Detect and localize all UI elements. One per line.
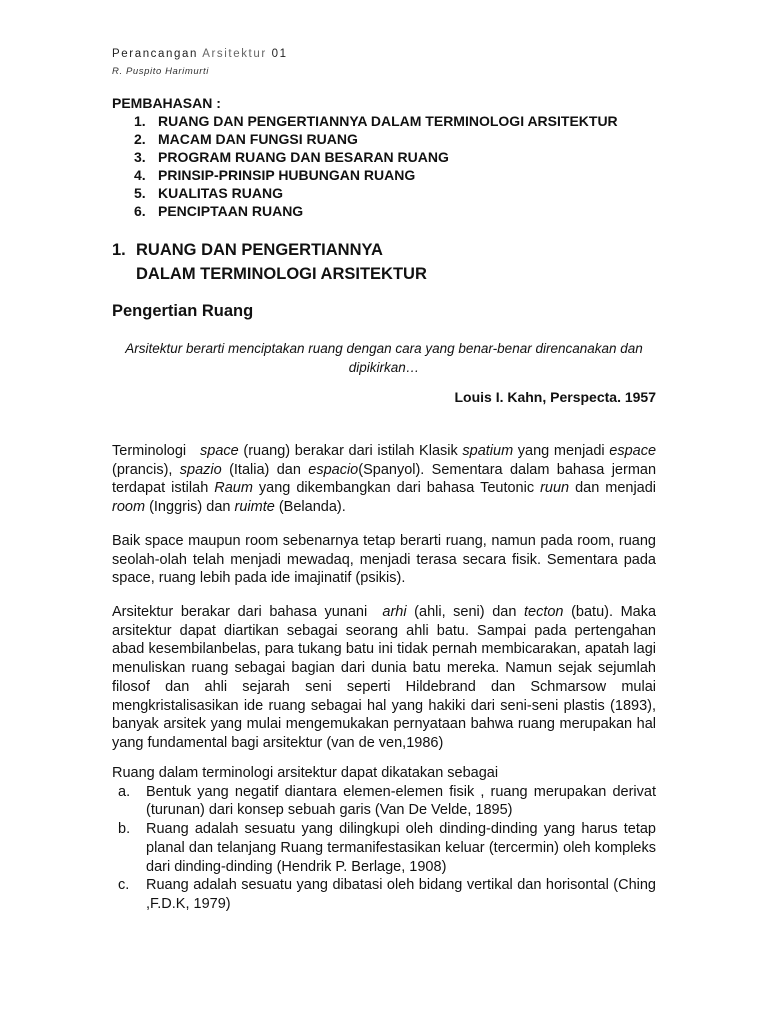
toc-item: [112, 184, 672, 202]
list-item: [112, 876, 656, 913]
toc-item-text: PROGRAM RUANG DAN BESARAN RUANG: [158, 149, 449, 165]
definitions-intro: Ruang dalam terminologi arsitektur dapat dikatakan sebagai: [112, 765, 499, 781]
text-run: (ahli, seni) dan: [414, 604, 517, 620]
section-number: 1.: [112, 241, 126, 259]
paragraph-etymology: [112, 442, 656, 517]
term-ruimte: ruimte: [234, 499, 275, 516]
toc-item: [112, 202, 672, 220]
table-of-contents: [112, 94, 672, 220]
definitions-list: [112, 783, 656, 914]
text-run: (Italia) dan: [229, 461, 301, 478]
section-title-line-2: DALAM TERMINOLOGI ARSITEKTUR: [136, 265, 427, 283]
toc-item-text: PENCIPTAAN RUANG: [158, 203, 304, 219]
epigraph-citation: Louis I. Kahn, Perspecta. 1957: [454, 389, 656, 405]
text-run: (Belanda).: [278, 499, 346, 516]
toc-item-text: MACAM DAN FUNGSI RUANG: [158, 131, 358, 147]
toc-item-text: RUANG DAN PENGERTIANNYA DALAM TERMINOLOGI ARSITEKTUR: [158, 113, 618, 129]
list-item-text: Bentuk yang negatif diantara elemen-elemen fisik , ruang merupakan derivat (turunan) dari konsep sebuah garis (Van De Velde, 1895): [146, 783, 656, 819]
header-title-number: 01: [271, 48, 288, 60]
text-run: Arsitektur berakar dari bahasa yunani: [112, 604, 368, 620]
toc-item: [112, 166, 672, 184]
term-room: room: [112, 499, 146, 516]
list-item-marker: a.: [118, 783, 131, 800]
header-title-word-1: Perancangan: [112, 48, 199, 60]
term-ruun: ruun: [540, 480, 570, 497]
list-item: [112, 820, 656, 876]
header-author: R. Puspito Harimurti: [112, 66, 209, 77]
epigraph-quote: Arsitektur berarti menciptakan ruang dengan cara yang benar-benar direncanakan dan dipikirkan…: [125, 341, 643, 375]
text-run: (batu). Maka arsitektur dapat diartikan sebagai seorang ahli batu. Sampai pada pertengahan abad kesembilanbelas, para tukang batu ini tidak pernah membicarakan, apatah lagi menuliskan ruang sebagai bagian dari dunia batu mereka. Namun sejak sejumlah filosof dan ahli sejarah seni seperti Hildebrand dan Schmarsow mulai mengkristalisasikan ide ruang sebagai hal yang hakiki dari seni-seni plastis (1893), banyak arsitek yang mulai mengemukakan pernyataan bahwa ruang merupakan hal yang fundamental bagi arsitektur (van de ven,1986): [112, 604, 657, 751]
text-run: (ruang) berakar dari istilah Klasik: [243, 443, 458, 459]
header-title-word-2: Arsitektur: [202, 48, 267, 60]
list-item-marker: c.: [118, 877, 130, 894]
list-item-text: Ruang adalah sesuatu yang dilingkupi oleh dinding-dinding yang harus tetap planal dan telanjang Ruang termanifestasikan keluar (tercermin) oleh kompleks dari dinding-dinding (Hendrik P. Berlage, 1908): [146, 821, 656, 875]
toc-heading: PEMBAHASAN :: [112, 95, 221, 111]
term-arhi: arhi: [382, 604, 407, 620]
section-title-line-1: RUANG DAN PENGERTIANNYA: [136, 241, 383, 259]
term-spatium: spatium: [462, 443, 514, 459]
term-spazio: spazio: [179, 461, 222, 478]
header-title: [112, 48, 288, 60]
toc-list: [112, 112, 672, 220]
toc-item-number: 4.: [134, 167, 146, 183]
list-item: [112, 783, 656, 820]
term-raum: Raum: [214, 480, 253, 497]
term-space: space: [200, 443, 239, 459]
toc-item: [112, 130, 672, 148]
toc-item: [112, 112, 672, 130]
term-tecton: tecton: [523, 604, 564, 620]
text-run: dan menjadi: [575, 480, 657, 497]
toc-item-number: 5.: [134, 185, 146, 201]
toc-item-number: 1.: [134, 113, 146, 129]
toc-item-text: KUALITAS RUANG: [158, 185, 283, 201]
toc-item-number: 6.: [134, 203, 146, 219]
text-run: (prancis),: [112, 461, 173, 478]
text-run: (Inggris) dan: [149, 499, 231, 516]
list-item-marker: b.: [118, 821, 131, 838]
subsection-heading: Pengertian Ruang: [112, 302, 254, 320]
term-espacio: espacio: [308, 461, 359, 478]
section-heading: [112, 238, 427, 286]
toc-item-number: 2.: [134, 131, 146, 147]
text-run: (Spanyol). Sementara dalam bahasa jerman terdapat istilah: [112, 461, 657, 497]
toc-item-number: 3.: [134, 149, 146, 165]
toc-item-text: PRINSIP-PRINSIP HUBUNGAN RUANG: [158, 167, 416, 183]
toc-item: [112, 148, 672, 166]
paragraph-space-room: [112, 532, 656, 588]
paragraph-definitions: [112, 764, 656, 914]
paragraph-text: Baik space maupun room sebenarnya tetap berarti ruang, namun pada room, ruang seolah-olah telah menjadi mewadaq, menjadi terasa secara fisik. Sementara pada space, ruang lebih pada ide imajinatif (psikis).: [112, 533, 656, 587]
text-run: yang dikembangkan dari bahasa Teutonic: [258, 480, 535, 497]
paragraph-architecture-origin: [112, 603, 656, 753]
list-item-text: Ruang adalah sesuatu yang dibatasi oleh bidang vertikal dan horisontal (Ching ,F.D.K, 1979): [146, 877, 656, 912]
term-espace: espace: [609, 443, 657, 459]
text-run: Terminologi: [112, 443, 187, 459]
text-run: yang menjadi: [517, 443, 605, 459]
